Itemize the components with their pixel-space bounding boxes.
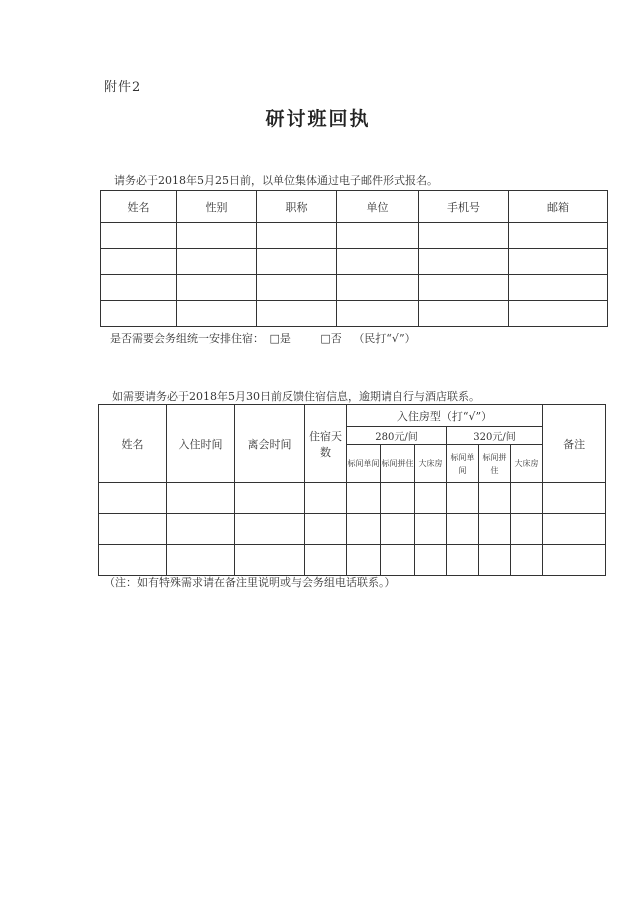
col-title: 职称 bbox=[257, 191, 337, 223]
table-row bbox=[99, 545, 606, 576]
col-email: 邮箱 bbox=[509, 191, 608, 223]
col-remarks: 备注 bbox=[543, 405, 606, 483]
price-group-320: 320元/间 bbox=[447, 427, 543, 445]
attachment-label: 附件2 bbox=[104, 80, 142, 95]
price-group-280: 280元/间 bbox=[347, 427, 447, 445]
accommodation-question bbox=[110, 330, 416, 346]
accommodation-hint: （民打“√”） bbox=[353, 332, 416, 345]
col-name: 姓名 bbox=[99, 405, 167, 483]
lodging-table bbox=[98, 404, 606, 576]
table-row bbox=[101, 249, 608, 275]
table-row bbox=[101, 223, 608, 249]
room-option: 大床房 bbox=[415, 445, 447, 483]
room-option: 标间单间 bbox=[447, 445, 479, 483]
col-unit: 单位 bbox=[337, 191, 419, 223]
col-nights: 住宿天数 bbox=[305, 405, 347, 483]
room-option: 标间拼住 bbox=[381, 445, 415, 483]
accommodation-prompt: 是否需要会务组统一安排住宿： bbox=[110, 332, 264, 345]
page-title: 研讨班回执 bbox=[265, 108, 371, 130]
registration-header-row bbox=[101, 191, 608, 223]
footnote: （注：如有特殊需求请在备注里说明或与会务组电话联系。） bbox=[104, 576, 396, 589]
table-row bbox=[99, 483, 606, 514]
accommodation-yes: □是 bbox=[269, 332, 291, 345]
col-name: 姓名 bbox=[101, 191, 177, 223]
col-phone: 手机号 bbox=[419, 191, 509, 223]
lodging-instruction: 如需要请务必于2018年5月30日前反馈住宿信息，逾期请自行与酒店联系。 bbox=[112, 390, 480, 403]
room-option: 大床房 bbox=[511, 445, 543, 483]
table-row bbox=[101, 275, 608, 301]
table-row bbox=[99, 514, 606, 545]
col-checkout: 离会时间 bbox=[235, 405, 305, 483]
accommodation-no: □否 bbox=[320, 332, 342, 345]
room-option: 标间单间 bbox=[347, 445, 381, 483]
col-checkin: 入住时间 bbox=[167, 405, 235, 483]
room-option: 标间拼住 bbox=[479, 445, 511, 483]
table-row bbox=[101, 301, 608, 327]
col-room-type: 入住房型（打“√”） bbox=[347, 405, 543, 427]
col-gender: 性别 bbox=[177, 191, 257, 223]
lodging-header-row bbox=[99, 405, 606, 427]
registration-instruction: 请务必于2018年5月25日前，以单位集体通过电子邮件形式报名。 bbox=[114, 174, 438, 187]
registration-table bbox=[100, 190, 608, 327]
